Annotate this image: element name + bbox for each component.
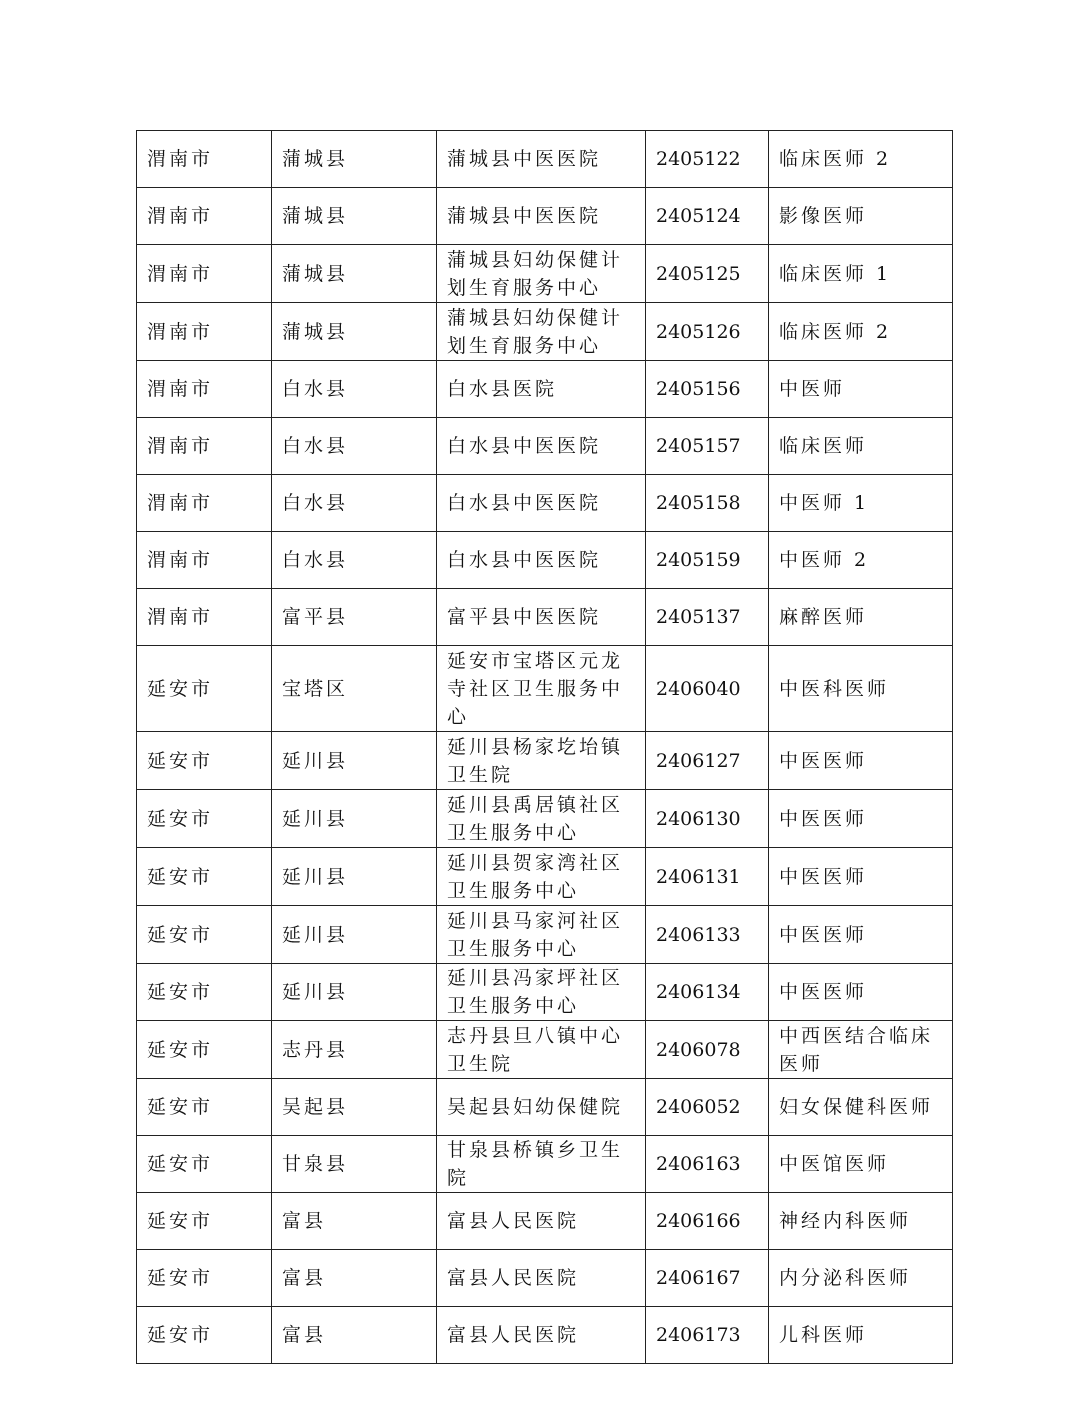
cell-city: 延安市 (137, 848, 272, 906)
cell-position: 中医医师 (769, 732, 953, 790)
cell-city: 延安市 (137, 1307, 272, 1364)
cell-code: 2406127 (646, 732, 769, 790)
cell-city: 渭南市 (137, 188, 272, 245)
cell-position: 临床医师 1 (769, 245, 953, 303)
cell-city: 延安市 (137, 964, 272, 1021)
cell-code: 2405159 (646, 532, 769, 589)
cell-county: 白水县 (272, 361, 437, 418)
cell-city: 渭南市 (137, 475, 272, 532)
cell-code: 2406078 (646, 1021, 769, 1079)
cell-code: 2406131 (646, 848, 769, 906)
cell-city: 渭南市 (137, 303, 272, 361)
cell-county: 延川县 (272, 848, 437, 906)
cell-code: 2406130 (646, 790, 769, 848)
cell-position: 中医医师 (769, 964, 953, 1021)
cell-unit: 延安市宝塔区元龙寺社区卫生服务中心 (437, 646, 646, 732)
cell-position: 内分泌科医师 (769, 1250, 953, 1307)
cell-position: 中西医结合临床医师 (769, 1021, 953, 1079)
table-row (137, 418, 953, 475)
cell-unit: 延川县禹居镇社区卫生服务中心 (437, 790, 646, 848)
cell-county: 白水县 (272, 532, 437, 589)
cell-city: 渭南市 (137, 532, 272, 589)
cell-county: 延川县 (272, 732, 437, 790)
cell-code: 2405125 (646, 245, 769, 303)
cell-position: 中医科医师 (769, 646, 953, 732)
cell-code: 2405122 (646, 131, 769, 188)
cell-county: 吴起县 (272, 1079, 437, 1136)
cell-city: 渭南市 (137, 589, 272, 646)
cell-county: 白水县 (272, 475, 437, 532)
table-row (137, 906, 953, 964)
table-row (137, 1021, 953, 1079)
table-row (137, 1250, 953, 1307)
table-row (137, 361, 953, 418)
cell-county: 白水县 (272, 418, 437, 475)
cell-city: 延安市 (137, 1193, 272, 1250)
cell-unit: 白水县中医医院 (437, 532, 646, 589)
cell-unit: 白水县中医医院 (437, 418, 646, 475)
table-row (137, 646, 953, 732)
cell-city: 延安市 (137, 1250, 272, 1307)
table-row (137, 790, 953, 848)
cell-city: 渭南市 (137, 131, 272, 188)
table-row (137, 964, 953, 1021)
table-row (137, 475, 953, 532)
cell-county: 富平县 (272, 589, 437, 646)
cell-unit: 志丹县旦八镇中心卫生院 (437, 1021, 646, 1079)
cell-code: 2406166 (646, 1193, 769, 1250)
cell-code: 2406040 (646, 646, 769, 732)
cell-unit: 延川县杨家圪坮镇卫生院 (437, 732, 646, 790)
cell-city: 延安市 (137, 732, 272, 790)
cell-county: 蒲城县 (272, 188, 437, 245)
cell-unit: 白水县医院 (437, 361, 646, 418)
cell-position: 中医医师 (769, 906, 953, 964)
cell-county: 延川县 (272, 790, 437, 848)
cell-position: 中医医师 (769, 790, 953, 848)
cell-county: 甘泉县 (272, 1136, 437, 1193)
table-row (137, 589, 953, 646)
table-row (137, 131, 953, 188)
table-row (137, 532, 953, 589)
table-row (137, 245, 953, 303)
cell-county: 富县 (272, 1307, 437, 1364)
cell-city: 延安市 (137, 1021, 272, 1079)
cell-position: 中医师 1 (769, 475, 953, 532)
cell-code: 2405124 (646, 188, 769, 245)
cell-county: 蒲城县 (272, 131, 437, 188)
cell-code: 2406163 (646, 1136, 769, 1193)
cell-unit: 白水县中医医院 (437, 475, 646, 532)
table-body (137, 131, 953, 1364)
table-row (137, 188, 953, 245)
table-row (137, 1079, 953, 1136)
cell-position: 中医馆医师 (769, 1136, 953, 1193)
cell-position: 临床医师 2 (769, 131, 953, 188)
cell-code: 2406052 (646, 1079, 769, 1136)
cell-county: 延川县 (272, 964, 437, 1021)
cell-position: 中医医师 (769, 848, 953, 906)
table-row (137, 303, 953, 361)
cell-code: 2405157 (646, 418, 769, 475)
cell-city: 延安市 (137, 1079, 272, 1136)
cell-position: 神经内科医师 (769, 1193, 953, 1250)
table-row (137, 732, 953, 790)
cell-county: 蒲城县 (272, 245, 437, 303)
cell-position: 中医师 2 (769, 532, 953, 589)
cell-unit: 蒲城县妇幼保健计划生育服务中心 (437, 245, 646, 303)
cell-code: 2406173 (646, 1307, 769, 1364)
table-row (137, 848, 953, 906)
table-row (137, 1136, 953, 1193)
cell-unit: 蒲城县妇幼保健计划生育服务中心 (437, 303, 646, 361)
table-row (137, 1307, 953, 1364)
cell-position: 中医师 (769, 361, 953, 418)
cell-city: 延安市 (137, 906, 272, 964)
cell-city: 延安市 (137, 1136, 272, 1193)
cell-unit: 甘泉县桥镇乡卫生院 (437, 1136, 646, 1193)
cell-code: 2406167 (646, 1250, 769, 1307)
cell-code: 2406134 (646, 964, 769, 1021)
cell-unit: 蒲城县中医医院 (437, 131, 646, 188)
recruitment-table (136, 130, 953, 1364)
cell-unit: 延川县冯家坪社区卫生服务中心 (437, 964, 646, 1021)
cell-county: 延川县 (272, 906, 437, 964)
cell-city: 延安市 (137, 646, 272, 732)
cell-code: 2406133 (646, 906, 769, 964)
cell-unit: 富县人民医院 (437, 1307, 646, 1364)
cell-unit: 富县人民医院 (437, 1193, 646, 1250)
cell-city: 延安市 (137, 790, 272, 848)
cell-position: 儿科医师 (769, 1307, 953, 1364)
cell-position: 临床医师 (769, 418, 953, 475)
cell-county: 志丹县 (272, 1021, 437, 1079)
cell-code: 2405126 (646, 303, 769, 361)
cell-county: 富县 (272, 1193, 437, 1250)
cell-code: 2405137 (646, 589, 769, 646)
cell-position: 临床医师 2 (769, 303, 953, 361)
cell-city: 渭南市 (137, 361, 272, 418)
cell-unit: 蒲城县中医医院 (437, 188, 646, 245)
cell-unit: 延川县马家河社区卫生服务中心 (437, 906, 646, 964)
cell-position: 影像医师 (769, 188, 953, 245)
cell-city: 渭南市 (137, 418, 272, 475)
cell-unit: 延川县贺家湾社区卫生服务中心 (437, 848, 646, 906)
cell-position: 麻醉医师 (769, 589, 953, 646)
cell-position: 妇女保健科医师 (769, 1079, 953, 1136)
table-row (137, 1193, 953, 1250)
cell-county: 蒲城县 (272, 303, 437, 361)
cell-county: 宝塔区 (272, 646, 437, 732)
cell-code: 2405158 (646, 475, 769, 532)
cell-unit: 富县人民医院 (437, 1250, 646, 1307)
cell-code: 2405156 (646, 361, 769, 418)
cell-unit: 吴起县妇幼保健院 (437, 1079, 646, 1136)
cell-county: 富县 (272, 1250, 437, 1307)
cell-city: 渭南市 (137, 245, 272, 303)
cell-unit: 富平县中医医院 (437, 589, 646, 646)
